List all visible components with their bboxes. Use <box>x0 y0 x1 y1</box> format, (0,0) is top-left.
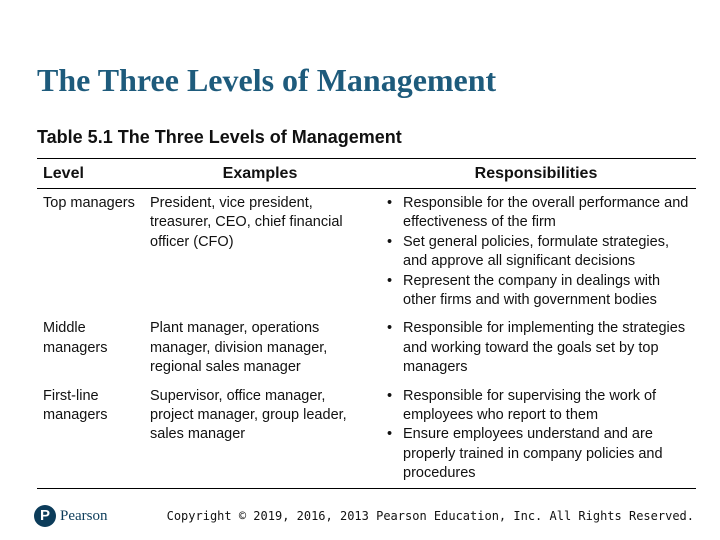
responsibility-list <box>382 387 690 484</box>
responsibility-item: • Responsible for supervising the work of employees who report to them <box>382 387 690 426</box>
row-level: First-line managers <box>37 382 144 489</box>
management-levels-table <box>37 158 696 489</box>
row-responsibilities <box>376 189 696 315</box>
responsibility-item: • Responsible for implementing the strategies and working toward the goals set by top managers <box>382 319 690 377</box>
pearson-logo-icon: P <box>34 505 56 527</box>
responsibility-item: • Responsible for the overall performance and effectiveness of the firm <box>382 194 690 233</box>
row-level: Top managers <box>43 195 135 211</box>
header-level: Level <box>37 159 144 189</box>
header-responsibilities: Responsibilities <box>376 159 696 189</box>
row-examples: President, vice president, treasurer, CEO, chief financial officer (CFO) <box>150 195 343 250</box>
row-responsibilities <box>376 382 696 489</box>
row-level: Middle managers <box>43 320 108 356</box>
responsibility-item: • Set general policies, formulate strategies, and approve all significant decisions <box>382 233 690 272</box>
row-responsibilities <box>376 314 696 381</box>
responsibility-item: • Ensure employees understand and are properly trained in company policies and procedures <box>382 425 690 483</box>
table-row <box>37 189 696 315</box>
pearson-logo-text: Pearson <box>60 507 108 524</box>
row-examples: Plant manager, operations manager, division manager, regional sales manager <box>150 320 328 376</box>
responsibility-item: • Represent the company in dealings with other firms and with government bodies <box>382 272 690 311</box>
table-header-row <box>37 159 696 189</box>
slide-title: The Three Levels of Management <box>37 62 497 98</box>
table-caption: Table 5.1 The Three Levels of Management <box>37 127 402 147</box>
header-examples: Examples <box>144 159 376 189</box>
responsibility-list <box>382 194 690 310</box>
copyright-notice: Copyright © 2019, 2016, 2013 Pearson Education, Inc. All Rights Reserved. <box>166 509 694 523</box>
table-row <box>37 382 696 489</box>
table-row <box>37 314 696 381</box>
responsibility-list <box>382 319 690 377</box>
pearson-logo <box>34 505 108 527</box>
row-examples: Supervisor, office manager, project manager, group leader, sales manager <box>144 382 376 489</box>
